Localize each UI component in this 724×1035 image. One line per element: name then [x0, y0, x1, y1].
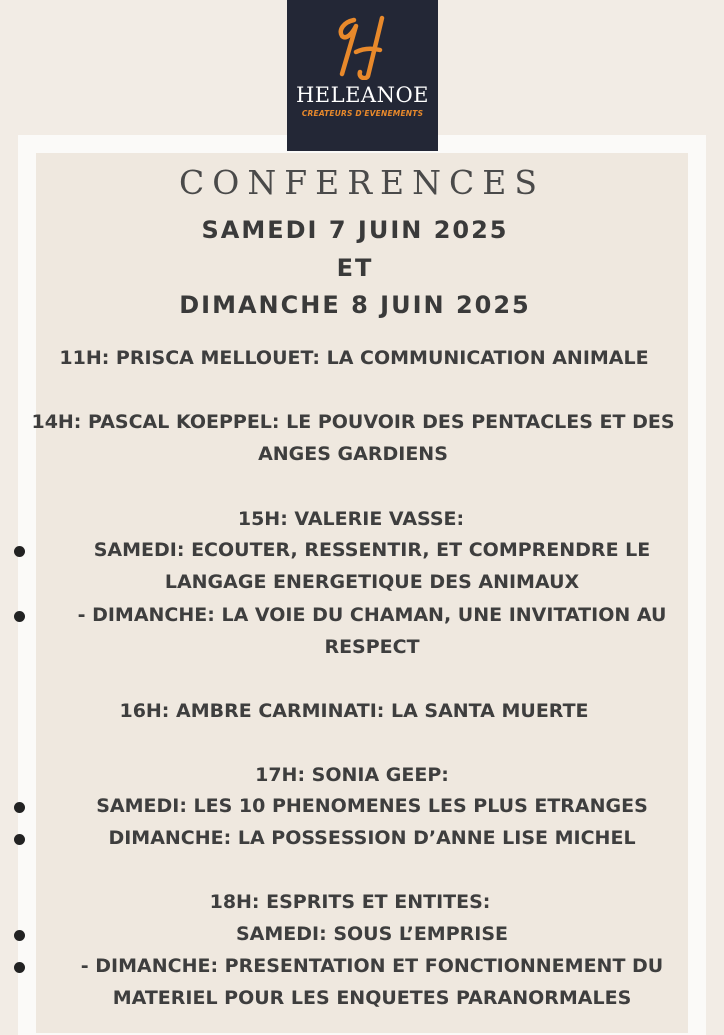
brand-logo [287, 0, 438, 151]
schedule-15h-dimanche-line2: RESPECT [324, 636, 420, 658]
schedule-15h-samedi-line2: LANGAGE ENERGETIQUE DES ANIMAUX [164, 571, 580, 593]
schedule-16h: 16H: AMBRE CARMINATI: LA SANTA MUERTE [119, 700, 589, 722]
schedule-15h-samedi-line1: SAMEDI: ECOUTER, RESSENTIR, ET COMPRENDRE LE [93, 539, 651, 561]
schedule-11h: 11H: PRISCA MELLOUET: LA COMMUNICATION ANIMALE [59, 347, 649, 369]
date-line-1: SAMEDI 7 JUIN 2025 [201, 216, 509, 244]
schedule-18h-samedi: SAMEDI: SOUS L’EMPRISE [235, 923, 509, 945]
schedule-15h-title: 15H: VALERIE VASSE: [237, 508, 465, 530]
page-title: CONFERENCES [179, 163, 545, 202]
schedule-18h-dimanche-line2: MATERIEL POUR LES ENQUETES PARANORMALES [112, 987, 632, 1009]
date-line-3: DIMANCHE 8 JUIN 2025 [179, 291, 531, 319]
script-h-logo-icon [332, 14, 394, 80]
brand-tagline: CREATEURS D'EVENEMENTS [301, 109, 424, 118]
schedule-14h-line2: ANGES GARDIENS [258, 443, 448, 465]
schedule-17h-title: 17H: SONIA GEEP: [255, 764, 449, 786]
schedule-17h-samedi: SAMEDI: LES 10 PHENOMENES LES PLUS ETRANGES [96, 795, 648, 817]
schedule-17h-dimanche: DIMANCHE: LA POSSESSION D’ANNE LISE MICHEL [108, 827, 636, 849]
schedule-18h-title: 18H: ESPRITS ET ENTITES: [209, 891, 491, 913]
brand-name: HELEANOE [295, 83, 429, 107]
schedule-18h-dimanche-line1: - DIMANCHE: PRESENTATION ET FONCTIONNEMENT DU [80, 955, 664, 977]
schedule-14h-line1: 14H: PASCAL KOEPPEL: LE POUVOIR DES PENTACLES ET DES [31, 411, 675, 433]
date-line-2: ET [336, 254, 374, 282]
schedule-15h-dimanche-line1: - DIMANCHE: LA VOIE DU CHAMAN, UNE INVITATION AU [77, 604, 667, 626]
